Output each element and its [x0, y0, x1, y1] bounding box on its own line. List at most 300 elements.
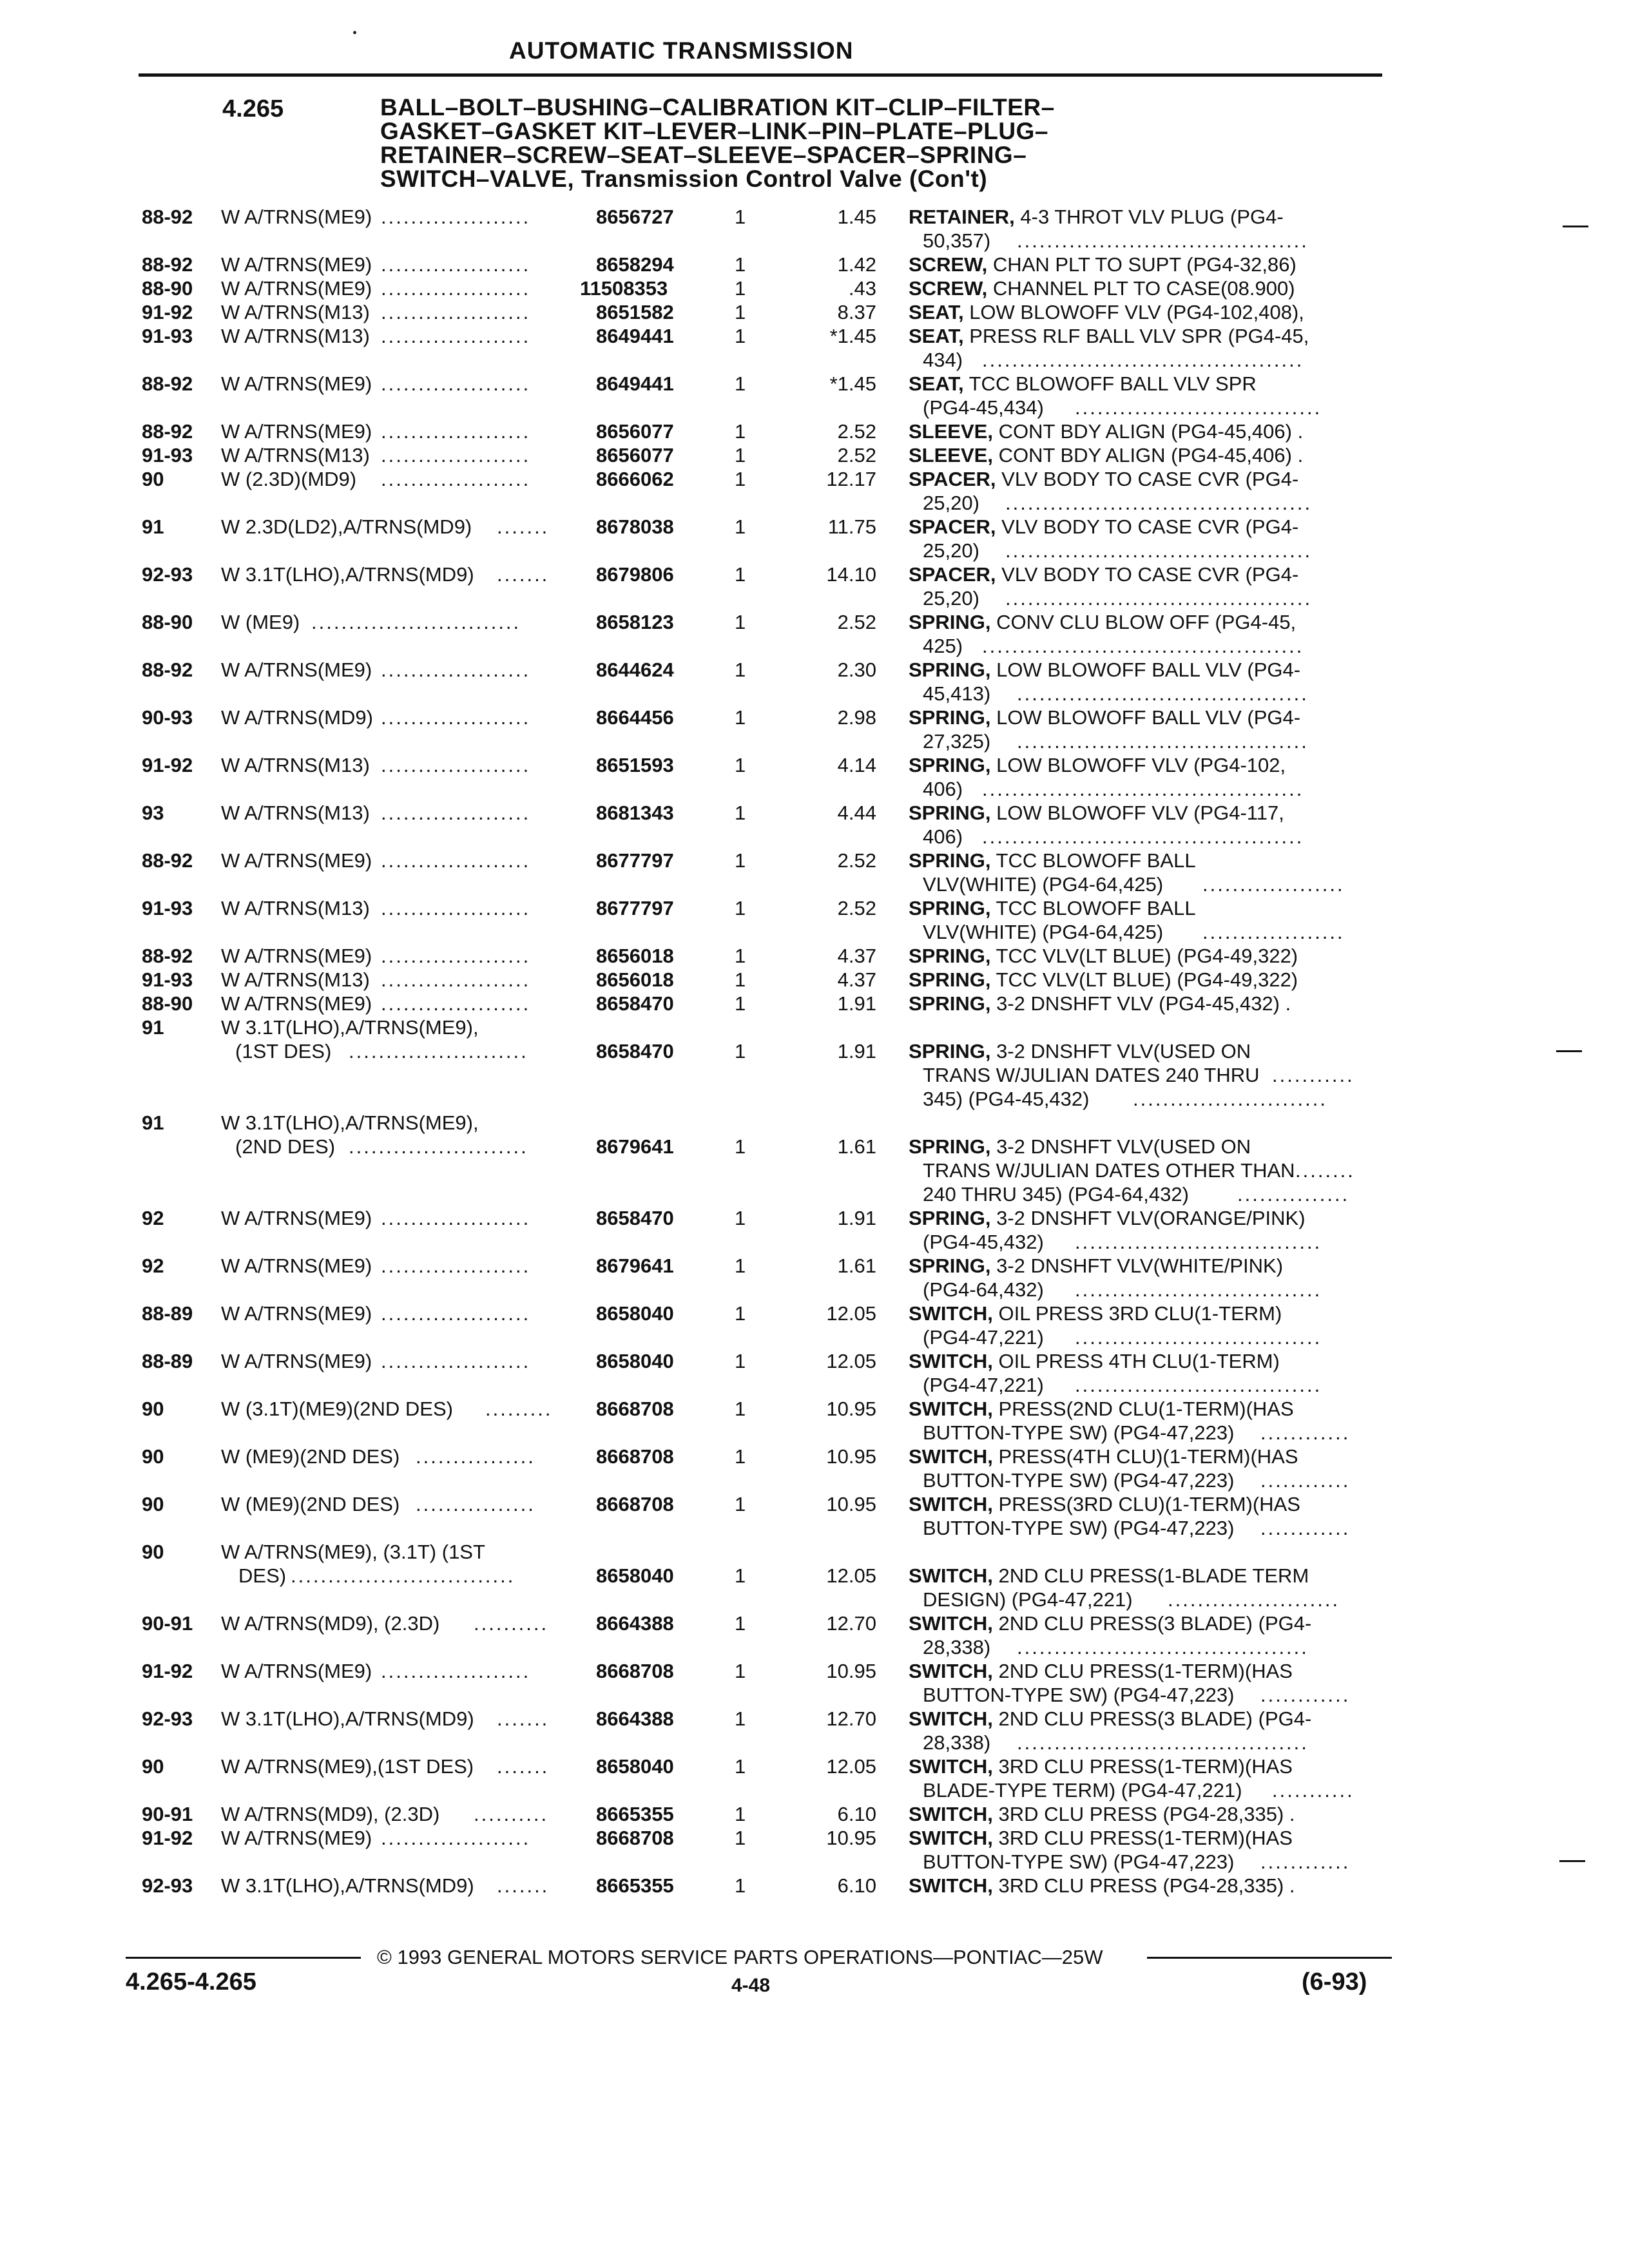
row-description-text: 3RD CLU PRESS(1-TERM)(HAS: [998, 1755, 1293, 1778]
row-description-text: CONT BDY ALIGN (PG4-45,406) .: [998, 420, 1304, 443]
row-price: 2.52: [837, 611, 876, 633]
section-heading: [0, 95, 1629, 198]
table-row: [0, 1826, 1629, 1874]
row-description-text: 3RD CLU PRESS (PG4-28,335) .: [998, 1874, 1295, 1897]
row-part-number: 8681343: [596, 802, 674, 824]
table-row: [0, 515, 1629, 562]
row-application: W 3.1T(LHO),A/TRNS(MD9): [221, 1874, 474, 1897]
leader-dots: ....................: [381, 277, 531, 300]
leader-dots: ....................: [381, 1302, 531, 1325]
row-description-cont: 25,20): [923, 539, 979, 562]
row-description: [909, 896, 1196, 920]
leader-dots: ....................: [381, 372, 531, 395]
row-quantity: 1: [735, 253, 746, 276]
row-part-name: SPACER,: [909, 468, 996, 490]
table-row: [0, 1302, 1629, 1349]
table-row: [0, 1611, 1629, 1659]
leader-dots: ...........: [1272, 1779, 1354, 1802]
row-description: [909, 1445, 1298, 1468]
table-row: [0, 443, 1629, 467]
row-part-number: 8656077: [596, 420, 674, 443]
row-price: 2.30: [837, 658, 876, 681]
row-quantity: 1: [735, 1493, 746, 1515]
row-part-number: 8656727: [596, 206, 674, 228]
row-description-text: 3-2 DNSHFT VLV(WHITE/PINK): [996, 1254, 1284, 1277]
row-part-number: 8658040: [596, 1350, 674, 1372]
row-description: [909, 515, 1298, 539]
leader-dots: ............................: [311, 611, 521, 633]
row-part-name: SWITCH,: [909, 1874, 993, 1897]
row-quantity: 1: [735, 706, 746, 729]
row-quantity: 1: [735, 1660, 746, 1682]
row-year: 88-92: [142, 945, 193, 967]
row-part-number: 8679806: [596, 563, 674, 586]
leader-dots: .................................: [1075, 1326, 1322, 1349]
row-description-text: TCC BLOWOFF BALL VLV SPR: [969, 372, 1257, 395]
row-price: 4.44: [837, 802, 876, 824]
row-part-name: SWITCH,: [909, 1445, 993, 1468]
row-description-cont: 45,413): [923, 682, 991, 705]
row-description: [909, 1707, 1311, 1731]
row-part-number: 8668708: [596, 1493, 674, 1515]
row-quantity: 1: [735, 945, 746, 967]
row-application: W A/TRNS(ME9),(1ST DES): [221, 1755, 474, 1778]
row-description-text: PRESS(3RD CLU)(1-TERM)(HAS: [998, 1493, 1300, 1515]
row-application: W A/TRNS(ME9): [221, 206, 372, 228]
margin-tick: [1563, 226, 1588, 227]
row-description-text: CHAN PLT TO SUPT (PG4-32,86): [992, 253, 1296, 276]
footer-rule: [126, 1957, 361, 1959]
row-price: 2.52: [837, 897, 876, 919]
row-price: 8.37: [837, 301, 876, 323]
footer-section-range: 4.265-4.265: [126, 1968, 256, 1995]
row-part-name: SWITCH,: [909, 1660, 993, 1682]
row-part-name: SCREW,: [909, 253, 988, 276]
row-part-number: 8679641: [596, 1135, 674, 1158]
row-price: 1.91: [837, 992, 876, 1015]
row-year: 88-92: [142, 420, 193, 443]
row-year: 91-93: [142, 968, 193, 991]
row-year: 91-93: [142, 897, 193, 919]
row-quantity: 1: [735, 1350, 746, 1372]
row-price: 2.98: [837, 706, 876, 729]
row-part-number: 8678038: [596, 515, 674, 538]
row-description: [909, 849, 1196, 872]
row-description-cont: BUTTON-TYPE SW) (PG4-47,223): [923, 1850, 1235, 1873]
row-quantity: 1: [735, 992, 746, 1015]
row-application: W A/TRNS(MD9): [221, 706, 373, 729]
row-year: 92: [142, 1254, 164, 1277]
row-quantity: 1: [735, 1827, 746, 1849]
row-quantity: 1: [735, 754, 746, 776]
row-part-number: 8649441: [596, 325, 674, 347]
row-quantity: 1: [735, 1445, 746, 1468]
row-application: W A/TRNS(MD9), (2.3D): [221, 1612, 440, 1635]
row-description-text: OIL PRESS 3RD CLU(1-TERM): [998, 1302, 1282, 1325]
row-description-text: 3-2 DNSHFT VLV(ORANGE/PINK): [996, 1207, 1306, 1229]
row-description-cont: TRANS W/JULIAN DATES 240 THRU: [923, 1064, 1260, 1086]
row-part-name: SLEEVE,: [909, 420, 993, 443]
leader-dots: ...........................................: [982, 349, 1304, 371]
row-price: 14.10: [826, 563, 876, 586]
row-description-cont: 50,357): [923, 229, 991, 252]
table-row: [0, 992, 1629, 1015]
row-year: 90-91: [142, 1612, 193, 1635]
section-title-line: BALL–BOLT–BUSHING–CALIBRATION KIT–CLIP–FILTER–: [380, 94, 1055, 120]
leader-dots: ....................: [381, 945, 531, 967]
row-application: W A/TRNS(ME9): [221, 277, 372, 300]
leader-dots: .........................................: [1005, 587, 1313, 610]
row-application: W A/TRNS(ME9): [221, 945, 372, 967]
row-part-number: 8658040: [596, 1564, 674, 1587]
row-application: W (ME9)(2ND DES): [221, 1445, 400, 1468]
leader-dots: ................: [416, 1493, 535, 1515]
row-description: [909, 1254, 1283, 1278]
row-quantity: 1: [735, 468, 746, 490]
row-part-number: 8649441: [596, 372, 674, 395]
leader-dots: ...........................................: [982, 635, 1304, 657]
row-part-name: SWITCH,: [909, 1398, 993, 1420]
row-description-text: 2ND CLU PRESS(3 BLADE) (PG4-: [998, 1707, 1312, 1730]
leader-dots: ....................: [381, 206, 531, 228]
row-part-name: SPRING,: [909, 849, 991, 872]
row-price: 2.52: [837, 444, 876, 466]
row-part-name: SEAT,: [909, 301, 964, 323]
row-quantity: 1: [735, 1755, 746, 1778]
row-part-number: 8665355: [596, 1803, 674, 1825]
row-description-text: VLV BODY TO CASE CVR (PG4-: [1001, 468, 1299, 490]
row-quantity: 1: [735, 444, 746, 466]
row-part-number: 8679641: [596, 1254, 674, 1277]
row-application: W (3.1T)(ME9)(2ND DES): [221, 1398, 453, 1420]
row-part-number: 8658470: [596, 1207, 674, 1229]
row-description-text: VLV BODY TO CASE CVR (PG4-: [1001, 563, 1299, 586]
row-quantity: 1: [735, 420, 746, 443]
row-year: 91: [142, 1111, 164, 1134]
row-application: W A/TRNS(ME9): [221, 372, 372, 395]
leader-dots: ........: [1295, 1159, 1355, 1182]
row-description: [909, 944, 1298, 968]
row-quantity: 1: [735, 1612, 746, 1635]
row-part-name: SPACER,: [909, 515, 996, 538]
row-year: 91-93: [142, 444, 193, 466]
row-year: 88-92: [142, 849, 193, 872]
row-price: 6.10: [837, 1803, 876, 1825]
row-part-name: SPRING,: [909, 611, 991, 633]
row-application: W A/TRNS(ME9): [221, 849, 372, 872]
table-row: [0, 1206, 1629, 1254]
row-application: W A/TRNS(M13): [221, 802, 370, 824]
row-year: 88-90: [142, 277, 193, 300]
row-description-cont: 240 THRU 345) (PG4-64,432): [923, 1183, 1189, 1206]
row-part-name: RETAINER,: [909, 206, 1015, 228]
leader-dots: ....................: [381, 301, 531, 323]
row-quantity: 1: [735, 1564, 746, 1587]
row-part-number: 8664388: [596, 1612, 674, 1635]
table-row: [0, 1540, 1629, 1611]
row-quantity: 1: [735, 325, 746, 347]
row-quantity: 1: [735, 515, 746, 538]
row-year: 91: [142, 1016, 164, 1039]
row-application: W 3.1T(LHO),A/TRNS(MD9): [221, 1707, 474, 1730]
row-quantity: 1: [735, 301, 746, 323]
table-row: [0, 372, 1629, 419]
row-description-text: 2ND CLU PRESS(3 BLADE) (PG4-: [998, 1612, 1312, 1635]
row-part-name: SWITCH,: [909, 1302, 993, 1325]
leader-dots: ............: [1260, 1850, 1351, 1873]
table-row: [0, 419, 1629, 443]
margin-tick: [1559, 1860, 1585, 1862]
row-price: 4.37: [837, 945, 876, 967]
row-part-number: 8668708: [596, 1827, 674, 1849]
row-price: 10.95: [826, 1398, 876, 1420]
row-price: 12.17: [826, 468, 876, 490]
row-part-number: 8658470: [596, 1040, 674, 1062]
row-year: 91-92: [142, 1827, 193, 1849]
table-row: [0, 610, 1629, 658]
row-year: 90: [142, 1755, 164, 1778]
row-description-cont: (PG4-64,432): [923, 1278, 1044, 1301]
row-price: 10.95: [826, 1660, 876, 1682]
row-description: [909, 467, 1298, 491]
row-part-name: SWITCH,: [909, 1707, 993, 1730]
row-description-text: TCC BLOWOFF BALL: [996, 849, 1196, 872]
leader-dots: ....................: [381, 897, 531, 919]
row-description-text: PRESS(2ND CLU(1-TERM)(HAS: [998, 1398, 1294, 1420]
row-part-number: 8651593: [596, 754, 674, 776]
table-row: [0, 658, 1629, 706]
row-application: W A/TRNS(ME9): [221, 1350, 372, 1372]
table-row: [0, 1015, 1629, 1111]
row-part-name: SPACER,: [909, 563, 996, 586]
table-row: [0, 1802, 1629, 1826]
row-description-text: 3RD CLU PRESS(1-TERM)(HAS: [998, 1827, 1293, 1849]
row-price: 11.75: [827, 515, 876, 538]
section-title-line: GASKET–GASKET KIT–LEVER–LINK–PIN–PLATE–PLUG–: [380, 118, 1048, 144]
row-description-text: LOW BLOWOFF VLV (PG4-102,: [996, 754, 1286, 776]
row-price: 12.05: [826, 1755, 876, 1778]
row-description-text: 3-2 DNSHFT VLV(USED ON: [996, 1135, 1251, 1158]
row-price: 1.61: [837, 1135, 876, 1158]
row-description-cont: DESIGN) (PG4-47,221): [923, 1588, 1133, 1611]
leader-dots: .......................................: [1017, 730, 1309, 753]
row-part-number: 8656018: [596, 945, 674, 967]
leader-dots: .................................: [1075, 396, 1322, 419]
row-description-text: 2ND CLU PRESS(1-BLADE TERM: [998, 1564, 1309, 1587]
footer-rule: [1147, 1957, 1392, 1959]
row-price: 1.42: [837, 253, 876, 276]
row-application: W 3.1T(LHO),A/TRNS(ME9),: [221, 1111, 479, 1134]
row-description-text: PRESS RLF BALL VLV SPR (PG4-45,: [969, 325, 1309, 347]
leader-dots: ....................: [381, 1207, 531, 1229]
row-year: 88-89: [142, 1302, 193, 1325]
row-application: W A/TRNS(M13): [221, 897, 370, 919]
row-year: 88-89: [142, 1350, 193, 1372]
row-application: W A/TRNS(M13): [221, 325, 370, 347]
row-description-text: 3-2 DNSHFT VLV (PG4-45,432) .: [996, 992, 1291, 1015]
row-part-number: 8658470: [596, 992, 674, 1015]
leader-dots: ....................: [381, 420, 531, 443]
row-application: W A/TRNS(ME9): [221, 1207, 372, 1229]
row-year: 88-92: [142, 253, 193, 276]
row-price: 4.14: [837, 754, 876, 776]
row-application-cont: (1ST DES): [235, 1040, 332, 1062]
row-description: [909, 205, 1284, 229]
row-part-number: 8658040: [596, 1755, 674, 1778]
leader-dots: ....................: [381, 1660, 531, 1682]
leader-dots: .................................: [1075, 1231, 1322, 1253]
row-price: *1.45: [829, 372, 876, 395]
table-row: [0, 801, 1629, 849]
leader-dots: .................................: [1075, 1278, 1322, 1301]
leader-dots: ............: [1260, 1421, 1351, 1444]
leader-dots: ................: [416, 1445, 535, 1468]
leader-dots: ....................: [381, 849, 531, 872]
row-part-name: SWITCH,: [909, 1564, 993, 1587]
table-row: [0, 1707, 1629, 1754]
row-quantity: 1: [735, 1398, 746, 1420]
row-description: [909, 706, 1300, 729]
row-description: [909, 610, 1296, 634]
row-description: [909, 324, 1309, 348]
leader-dots: .................................: [1075, 1374, 1322, 1396]
row-part-number: 8658040: [596, 1302, 674, 1325]
row-price: 2.52: [837, 849, 876, 872]
row-price: 1.91: [837, 1207, 876, 1229]
row-part-name: SPRING,: [909, 658, 991, 681]
row-part-name: SWITCH,: [909, 1350, 993, 1372]
row-part-number: 8677797: [596, 897, 674, 919]
row-part-name: SPRING,: [909, 802, 991, 824]
table-row: [0, 944, 1629, 968]
table-row: [0, 1254, 1629, 1302]
row-quantity: 1: [735, 1302, 746, 1325]
row-application-cont: DES): [238, 1564, 287, 1587]
row-quantity: 1: [735, 1707, 746, 1730]
row-description-text: CONV CLU BLOW OFF (PG4-45,: [996, 611, 1296, 633]
table-row: [0, 896, 1629, 944]
row-description: [909, 658, 1300, 682]
row-description-text: PRESS(4TH CLU)(1-TERM)(HAS: [998, 1445, 1298, 1468]
row-part-number: 8666062: [596, 468, 674, 490]
leader-dots: ...........................................: [982, 778, 1304, 800]
row-description-cont: BUTTON-TYPE SW) (PG4-47,223): [923, 1684, 1235, 1706]
parts-table: [0, 205, 1629, 1912]
leader-dots: ..............................: [291, 1564, 516, 1587]
row-description-cont: (PG4-47,221): [923, 1374, 1044, 1396]
margin-tick: [1556, 1050, 1582, 1052]
leader-dots: .........................................: [1005, 492, 1313, 514]
table-row: [0, 1349, 1629, 1397]
row-application: W A/TRNS(ME9): [221, 1254, 372, 1277]
row-price: *1.45: [829, 325, 876, 347]
row-description-text: TCC VLV(LT BLUE) (PG4-49,322): [996, 968, 1298, 991]
row-description-cont: 434): [923, 349, 963, 371]
row-description-cont: TRANS W/JULIAN DATES OTHER THAN: [923, 1159, 1295, 1182]
row-description-cont: BUTTON-TYPE SW) (PG4-47,223): [923, 1517, 1235, 1539]
row-quantity: 1: [735, 658, 746, 681]
row-price: 12.05: [826, 1350, 876, 1372]
row-description: [909, 1611, 1311, 1635]
row-description: [909, 1659, 1293, 1683]
row-description-cont: 28,338): [923, 1731, 991, 1754]
row-description: [909, 753, 1286, 777]
row-part-number: 8658294: [596, 253, 674, 276]
leader-dots: ....................: [381, 253, 531, 276]
row-description: [909, 992, 1291, 1015]
row-description: [909, 1397, 1294, 1421]
row-application: W A/TRNS(ME9): [221, 1302, 372, 1325]
row-year: 92-93: [142, 1707, 193, 1730]
table-row: [0, 1492, 1629, 1540]
table-row: [0, 276, 1629, 300]
row-year: 93: [142, 802, 164, 824]
row-quantity: 1: [735, 611, 746, 633]
table-row: [0, 1659, 1629, 1707]
row-year: 91-93: [142, 325, 193, 347]
row-year: 90-91: [142, 1803, 193, 1825]
table-row: [0, 253, 1629, 276]
row-price: 12.70: [826, 1707, 876, 1730]
row-description-text: LOW BLOWOFF VLV (PG4-102,408),: [969, 301, 1304, 323]
row-application: W 2.3D(LD2),A/TRNS(MD9): [221, 515, 472, 538]
section-title-line: SWITCH–VALVE, Transmission Control Valve (Con't): [380, 166, 988, 192]
row-year: 92-93: [142, 563, 193, 586]
row-price: 10.95: [826, 1445, 876, 1468]
row-description-cont: 25,20): [923, 492, 979, 514]
leader-dots: .......................................: [1017, 682, 1309, 705]
row-year: 88-90: [142, 992, 193, 1015]
row-description-text: 3-2 DNSHFT VLV(USED ON: [996, 1040, 1251, 1062]
row-quantity: 1: [735, 1254, 746, 1277]
leader-dots: ...........: [1272, 1064, 1354, 1086]
row-part-number: 11508353: [580, 277, 668, 300]
row-year: 92-93: [142, 1874, 193, 1897]
row-description: [909, 1135, 1251, 1158]
row-description-cont: BUTTON-TYPE SW) (PG4-47,223): [923, 1469, 1235, 1492]
row-quantity: 1: [735, 849, 746, 872]
leader-dots: ........................: [349, 1040, 528, 1062]
row-price: 12.05: [826, 1302, 876, 1325]
row-description-cont: BLADE-TYPE TERM) (PG4-47,221): [923, 1779, 1242, 1802]
leader-dots: ...........................................: [982, 825, 1304, 848]
row-application: W A/TRNS(ME9): [221, 420, 372, 443]
row-quantity: 1: [735, 1040, 746, 1062]
row-description: [909, 1492, 1300, 1516]
row-part-name: SPRING,: [909, 897, 991, 919]
row-year: 88-90: [142, 611, 193, 633]
footer-copyright: © 1993 GENERAL MOTORS SERVICE PARTS OPERATIONS—PONTIAC—25W: [377, 1946, 1103, 1968]
row-quantity: 1: [735, 1803, 746, 1825]
row-year: 92: [142, 1207, 164, 1229]
row-description: [909, 1874, 1295, 1898]
row-description-text: 3RD CLU PRESS (PG4-28,335) .: [998, 1803, 1295, 1825]
row-description: [909, 1302, 1282, 1325]
row-description: [909, 1826, 1293, 1850]
page-title: AUTOMATIC TRANSMISSION: [509, 37, 854, 64]
row-application: W A/TRNS(M13): [221, 301, 370, 323]
section-title: [380, 95, 1055, 191]
table-row: [0, 300, 1629, 324]
row-description-text: VLV BODY TO CASE CVR (PG4-: [1001, 515, 1299, 538]
row-application: W A/TRNS(ME9): [221, 253, 372, 276]
leader-dots: ....................: [381, 1350, 531, 1372]
row-year: 90: [142, 1398, 164, 1420]
row-description-text: LOW BLOWOFF BALL VLV (PG4-: [996, 658, 1301, 681]
row-description-cont: 25,20): [923, 587, 979, 610]
row-application: W A/TRNS(MD9), (2.3D): [221, 1803, 440, 1825]
row-part-number: 8668708: [596, 1660, 674, 1682]
